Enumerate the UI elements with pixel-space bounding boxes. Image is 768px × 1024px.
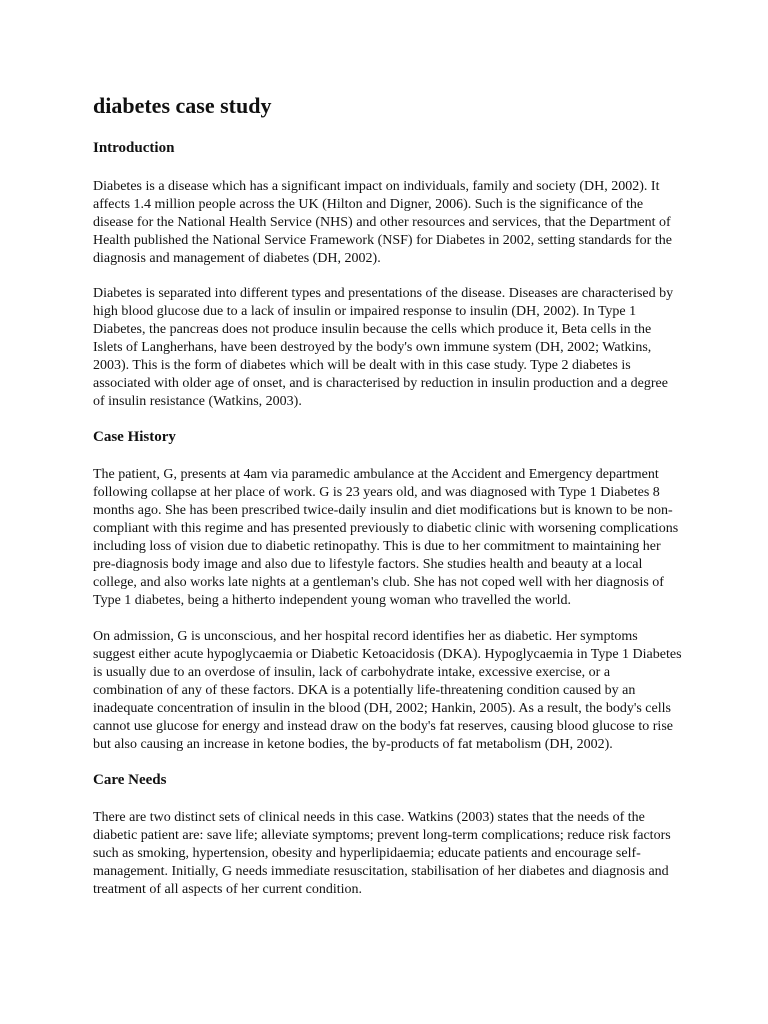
introduction-paragraph-2: Diabetes is separated into different types and presentations of the disease. Diseases are characterised by high blood glucose due to a lack of insulin or impaired response to insulin (DH, 2002). In Type 1 Diabetes, the pancreas does not produce insulin because the cells which produce it, Beta cells in the Islets of Langherhans, have been destroyed by the body's own immune system (DH, 2002; Watkins, 2003). This is the form of diabetes which will be dealt with in this case study. Type 2 diabetes is associated with older age of onset, and is characterised by reduction in insulin production and a degree of insulin resistance (Watkins, 2003). <box>93 286 674 409</box>
section-heading-care-needs: Care Needs <box>93 772 167 788</box>
case-history-paragraph-2: On admission, G is unconscious, and her hospital record identifies her as diabetic. Her symptoms suggest either acute hypoglycaemia or Diabetic Ketoacidosis (DKA). Hypoglycaemia in Type 1 Diabetes is usually due to an overdose of insulin, lack of carbohydrate intake, excessive exercise, or a combination of any of these factors. DKA is a potentially life-threatening condition caused by an inadequate concentration of insulin in the blood (DH, 2002; Hankin, 2005). As a result, the body's cells cannot use glucose for energy and instead draw on the body's fat reserves, causing blood glucose to rise but also causing an increase in ketone bodies, the by-products of fat metabolism (DH, 2002). <box>93 629 682 752</box>
case-history-paragraph-1: The patient, G, presents at 4am via paramedic ambulance at the Accident and Emergency department following collapse at her place of work. G is 23 years old, and was diagnosed with Type 1 Diabetes 8 months ago. She has been prescribed twice-daily insulin and diet modifications but is known to be non-compliant with this regime and has presented previously to diabetic clinic with worsening complications including loss of vision due to diabetic retinopathy. This is due to her commitment to maintaining her pre-diagnosis body image and also due to lifestyle factors. She studies health and beauty at a local college, and also works late nights at a gentleman's club. She has not coped well with her diagnosis of Type 1 diabetes, being a hitherto independent young woman who travelled the world. <box>93 467 679 608</box>
care-needs-paragraph-1: There are two distinct sets of clinical needs in this case. Watkins (2003) states that the needs of the diabetic patient are: save life; alleviate symptoms; prevent long-term complications; reduce risk factors such as smoking, hypertension, obesity and hyperlipidaemia; educate patients and encourage self-management. Initially, G needs immediate resuscitation, stabilisation of her diabetes and diagnosis and treatment of all aspects of her current condition. <box>93 810 671 897</box>
section-heading-case-history: Case History <box>93 429 176 445</box>
introduction-paragraph-1: Diabetes is a disease which has a significant impact on individuals, family and society (DH, 2002). It affects 1.4 million people across the UK (Hilton and Digner, 2006). Such is the significance of the disease for the National Health Service (NHS) and other resources and services, that the Department of Health published the National Service Framework (NSF) for Diabetes in 2002, setting standards for the diagnosis and management of diabetes (DH, 2002). <box>93 179 672 266</box>
document-title: diabetes case study <box>93 93 272 118</box>
section-heading-introduction: Introduction <box>93 140 175 156</box>
document-page <box>93 92 683 899</box>
